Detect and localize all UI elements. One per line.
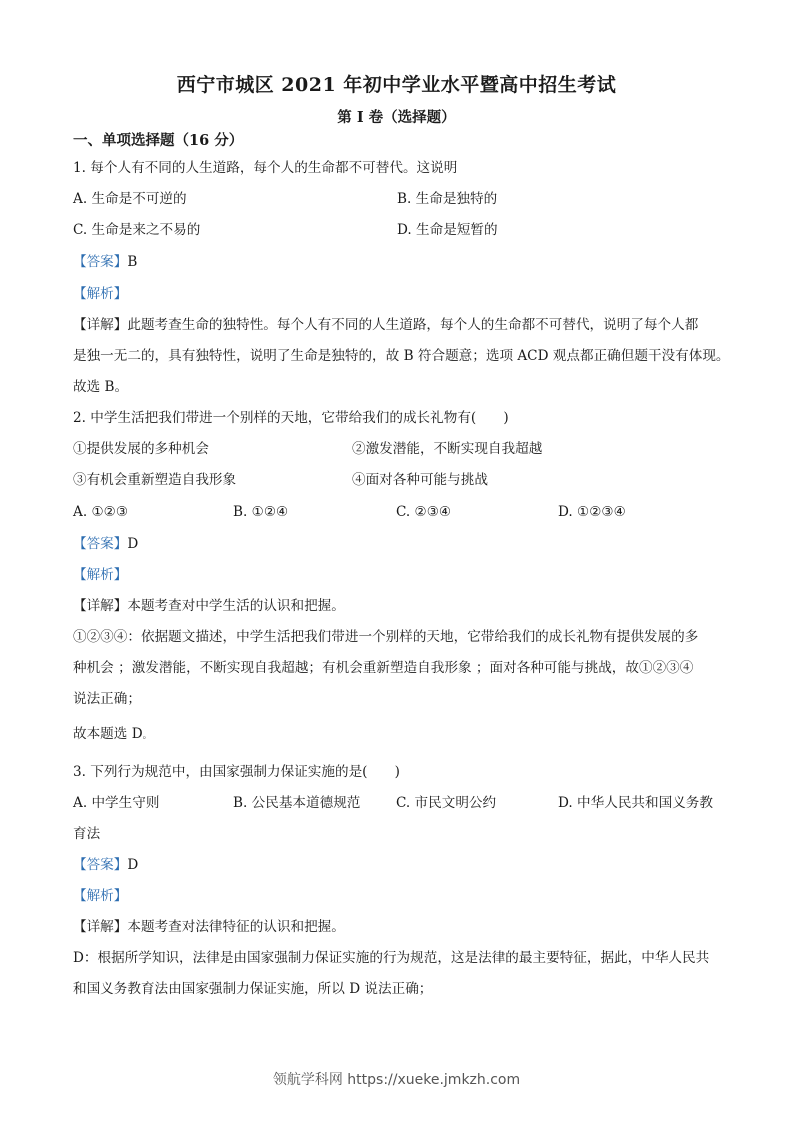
answer-value: B: [127, 254, 138, 270]
q2-option-a: A. ①②③: [73, 504, 129, 520]
detail-tag: 【详解】: [73, 919, 128, 935]
q2-option-d: D. ①②③④: [558, 504, 626, 520]
detail-tag: 【详解】: [73, 598, 128, 614]
q3-option-d-continued: 育法: [73, 826, 101, 842]
q1-stem: 1. 每个人有不同的人生道路，每个人的生命都不可替代。这说明: [73, 160, 458, 176]
q3-detail-line-2: D：根据所学知识，法律是由国家强制力保证实施的行为规范，这是法律的最主要特征，据此，中华人民共: [73, 950, 710, 966]
q3-stem: 3. 下列行为规范中，由国家强制力保证实施的是( ): [73, 764, 400, 780]
q2-detail-line-2: ①②③④：依据题文描述，中学生活把我们带进一个别样的天地，它带给我们的成长礼物有提供发展的多: [73, 629, 699, 645]
q2-detail-line-5: [73, 724, 152, 746]
detail-text: 本题考查对中学生活的认识和把握。: [127, 598, 345, 614]
q3-detail-line-3: 和国义务教育法由国家强制力保证实施，所以 D 说法正确；: [73, 981, 433, 997]
q3-option-a: A. 中学生守则: [73, 795, 160, 811]
q1-option-b: B. 生命是独特的: [397, 191, 498, 207]
q1-detail-line-2: 是独一无二的，具有独特性，说明了生命是独特的，故 B 符合题意；选项 ACD 观点都正确但题干没有体现。: [73, 348, 730, 364]
q3-analysis-tag: 【解析】: [73, 888, 128, 904]
q3-detail-line-1: [73, 917, 345, 937]
q2-statement-3: ③有机会重新塑造自我形象: [73, 472, 237, 488]
q3-answer: [73, 855, 138, 875]
q3-option-d: D. 中华人民共和国义务教: [558, 795, 713, 811]
q3-option-b: B. 公民基本道德规范: [233, 795, 361, 811]
q1-option-c: C. 生命是来之不易的: [73, 222, 201, 238]
detail-text: 此题考查生命的独特性。每个人有不同的人生道路，每个人的生命都不可替代，说明了每个人都: [127, 317, 699, 333]
q2-stem: 2. 中学生活把我们带进一个别样的天地，它带给我们的成长礼物有( ): [73, 410, 509, 426]
answer-value: D: [127, 857, 139, 873]
q1-answer: [73, 252, 137, 272]
answer-tag: 【答案】: [73, 254, 128, 270]
q2-answer: [73, 534, 138, 554]
q2-option-c: C. ②③④: [396, 504, 452, 520]
q2-analysis-tag: 【解析】: [73, 567, 128, 583]
q3-option-c: C. 市民文明公约: [396, 795, 497, 811]
q2-detail-line-3: 种机会 ；激发潜能，不断实现自我超越；有机会重新塑造自我形象 ；面对各种可能与挑战，故①②③④: [73, 660, 694, 676]
q2-detail-line-1: [73, 596, 345, 616]
period-mark: 。: [142, 731, 152, 741]
answer-value: D: [127, 536, 139, 552]
q2-option-b: B. ①②④: [233, 504, 289, 520]
q1-detail-line-3: 故选 B。: [73, 379, 129, 395]
q1-option-d: D. 生命是短暂的: [397, 222, 498, 238]
q2-statement-1: ①提供发展的多种机会: [73, 441, 209, 457]
section-heading: 一、单项选择题（16 分）: [73, 132, 244, 149]
detail-text: 故本题选 D: [73, 726, 143, 742]
footer-watermark: 领航学科网 https://xueke.jmkzh.com: [272, 1072, 521, 1088]
q2-statement-4: ④面对各种可能与挑战: [352, 472, 488, 488]
detail-text: 本题考查对法律特征的认识和把握。: [127, 919, 345, 935]
page-title: 西宁市城区 2021 年初中学业水平暨高中招生考试: [176, 74, 617, 96]
detail-tag: 【详解】: [73, 317, 128, 333]
q2-detail-line-4: 说法正确；: [73, 691, 141, 707]
q1-option-a: A. 生命是不可逆的: [73, 191, 187, 207]
q2-statement-2: ②激发潜能，不断实现自我超越: [352, 441, 543, 457]
answer-tag: 【答案】: [73, 536, 128, 552]
q1-detail-line-1: [73, 315, 698, 335]
page-subtitle: 第 I 卷（选择题）: [337, 109, 456, 126]
answer-tag: 【答案】: [73, 857, 128, 873]
q1-analysis-tag: 【解析】: [73, 286, 128, 302]
